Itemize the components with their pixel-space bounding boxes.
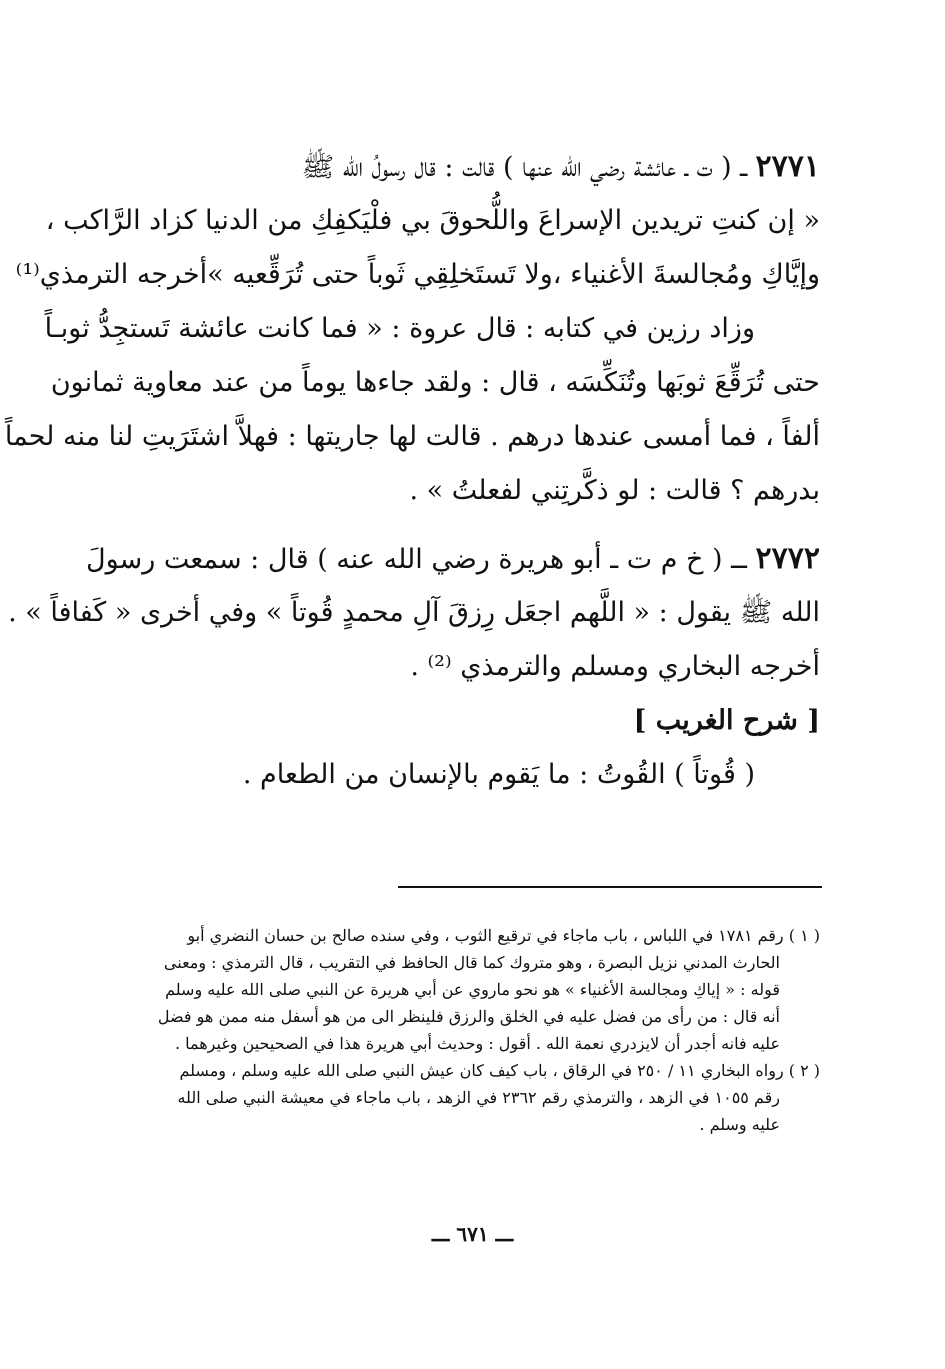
hadith-2772-line-1 bbox=[86, 532, 820, 586]
page-number: ـــ ٦٧١ ـــ bbox=[431, 1222, 514, 1246]
footnote-divider bbox=[398, 886, 822, 888]
hadith-2771-line-2: « إن كنتِ تريدين الإسراعَ واللُّحوقَ بي فلْيَكفِكِ من الدنيا كزاد الرَّاكب ، bbox=[45, 205, 820, 236]
hadith-2771-line-4: وزاد رزين في كتابه : قال عروة : « فما كانت عائشة تَستجِدُّ ثوبـاً bbox=[44, 313, 755, 344]
hadith-number-2771: ٢٧٧١ bbox=[755, 149, 820, 184]
footnote-2-line-3: عليه وسلم . bbox=[699, 1115, 780, 1134]
footnote-2-line-1: ( ٢ ) رواه البخاري ١١ / ٢٥٠ في الرقاق ، باب كيف كان عيش النبي صلى الله عليه وسلم ، ومسلم bbox=[179, 1061, 820, 1080]
footnote-1-line-1: ( ١ ) رقم ١٧٨١ في اللباس ، باب ماجاء في ترقيع الثوب ، وفي سنده صالح بن حسان النضري أبو bbox=[187, 926, 820, 945]
main-text bbox=[4, 140, 820, 802]
footnote-1-line-5: عليه فانه أجدر أن لايزدري نعمة الله . أقول : وحديث أبي هريرة هذا في الصحيحين وغيرهما . bbox=[174, 1034, 780, 1053]
hadith-2771-text: ــ ( ت ـ عائشة رضي الله عنها ) قالت : قال رسولُ الله ﷺ bbox=[301, 152, 756, 183]
gharib-heading: [ شرح الغريب ] bbox=[633, 705, 820, 736]
hadith-2771-line-7: بدرهم ؟ قالت : لو ذكَّرتِني لفعلتُ » . bbox=[409, 475, 820, 506]
footnote-1-line-3: قوله : « إياكِ ومجالسة الأغنياء » هو نحو ماروي عن أبي هريرة عن النبي صلى الله عليه وسلم bbox=[165, 980, 780, 999]
gharib-entry: ( قُوتاً ) القُوتُ : ما يَقوم بالإنسان من الطعام . bbox=[242, 759, 755, 790]
footnotes bbox=[105, 922, 820, 1138]
hadith-number-2772: ٢٧٧٢ bbox=[755, 541, 820, 576]
hadith-2772-line-2: الله ﷺ يقول : « اللَّهم اجعَل رِزقَ آلِ محمدٍ قُوتاً » وفي أخرى « كَفافاً » . bbox=[8, 597, 820, 628]
footnote-1-line-4: أنه قال : من رأى من فضل عليه في الخلق والرزق فلينظر الى من هو أسفل منه ممن هو فضل bbox=[157, 1007, 780, 1026]
hadith-2771-line-6: ألفاً ، فما أمسى عندها درهم . قالت لها جاريتها : فهلاَّ اشتَرَيتِ لنا منه لحماً bbox=[4, 421, 820, 452]
footnote-2-line-2: رقم ١٠٥٥ في الزهد ، والترمذي رقم ٢٣٦٢ في الزهد ، باب ماجاء في معيشة النبي صلى الله bbox=[177, 1088, 780, 1107]
hadith-2771-line-5: حتى تُرَقِّعَ ثوبَها وتُنَكِّسَه ، قال : ولقد جاءها يوماً من عند معاوية ثمانون bbox=[50, 367, 820, 398]
hadith-2771-line-3: وإيَّاكِ ومُجالسةَ الأغنياء ،ولا تَستَخلِقِي ثَوباً حتى تُرَقِّعيه »أخرجه الترمذي⁽¹⁾ bbox=[15, 259, 820, 290]
hadith-2772-text: ــ ( خ م ت ـ أبو هريرة رضي الله عنه ) قال : سمعت رسولَ bbox=[86, 544, 756, 575]
hadith-2771-line-1 bbox=[95, 140, 820, 194]
hadith-2772-line-3: أخرجه البخاري ومسلم والترمذي ⁽²⁾ . bbox=[410, 651, 820, 682]
footnote-1-line-2: الحارث المدني نزيل البصرة ، وهو متروك كما قال الحافظ في التقريب ، قال الترمذي : ومعنى bbox=[163, 953, 780, 972]
